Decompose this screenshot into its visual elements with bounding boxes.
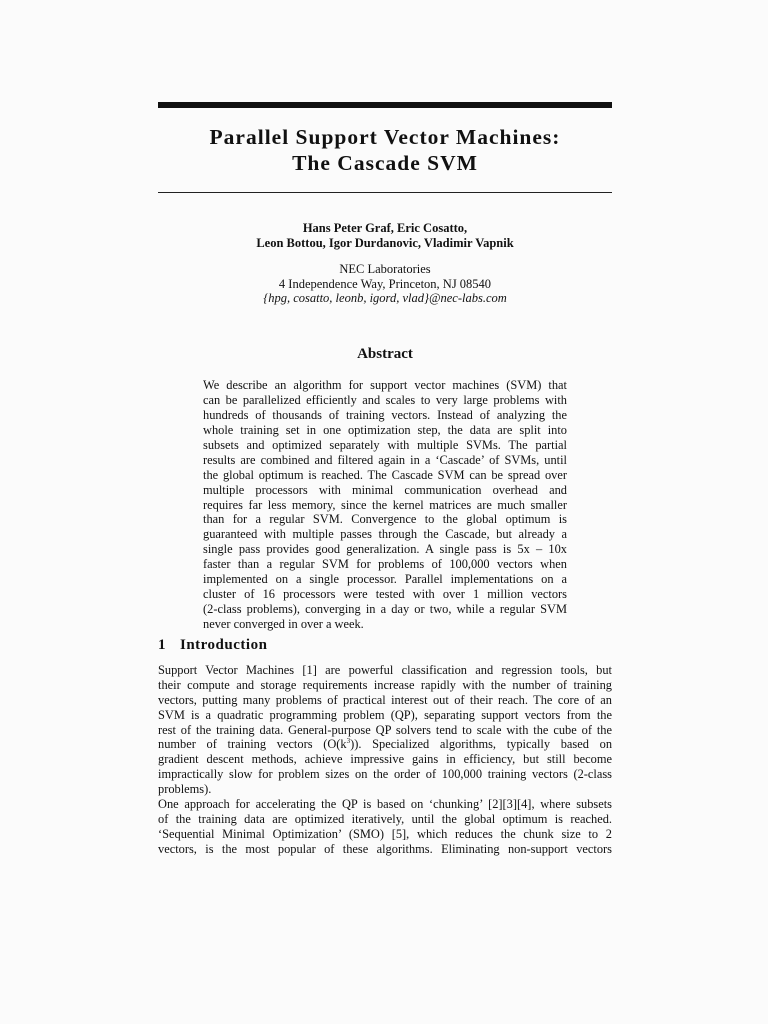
- title-bottom-rule: [158, 192, 612, 193]
- paragraph-line: their compute and storage requirements increase rapidly with the number of training: [158, 677, 612, 692]
- title-top-rule: [158, 102, 612, 108]
- line-part: number of training vectors (O(k: [158, 737, 347, 752]
- abstract-heading: Abstract: [357, 346, 413, 362]
- abstract-line: subsets and optimized separately with multiple SVMs. The partial: [203, 437, 567, 452]
- abstract-line: whole training set in one optimization step, the data are split into: [203, 422, 567, 437]
- abstract-line: faster than a regular SVM for problems of 100,000 vectors when: [203, 557, 567, 572]
- abstract-line: (2-class problems), converging in a day or two, while a regular SVM: [203, 602, 567, 617]
- paragraph-line: vectors, is the most popular of these algorithms. Eliminating non-support vectors: [158, 841, 612, 856]
- abstract-line: never converged in over a week.: [203, 617, 364, 631]
- authors-line-1: Hans Peter Graf, Eric Cosatto,: [302, 221, 468, 235]
- paragraph-line: problems).: [158, 782, 212, 797]
- abstract-line: cluster of 16 processors were tested with over 1 million vectors: [203, 587, 567, 602]
- affiliation-address: 4 Independence Way, Princeton, NJ 08540: [278, 276, 492, 291]
- paragraph-line: of the training data are optimized iteratively, until the global optimum is reached.: [158, 811, 612, 826]
- superscript-exponent: 3: [346, 737, 351, 746]
- abstract-line: guaranteed with multiple passes through the Cascade, but already a: [203, 527, 567, 542]
- author-list: [158, 221, 612, 251]
- affiliation-block: [158, 262, 612, 306]
- abstract-line: requires far less memory, since the kernel matrices are much smaller: [203, 497, 567, 512]
- paper-title: [158, 124, 612, 176]
- line-part: )). Specialized algorithms, typically based on: [350, 737, 613, 752]
- section-heading-introduction: [158, 637, 267, 654]
- paragraph-line: ‘Sequential Minimal Optimization’ (SMO) [5], which reduces the chunk size to 2: [158, 826, 612, 841]
- intro-paragraph-1: [158, 663, 612, 797]
- abstract-line: multiple processors with minimal communication overhead and: [203, 482, 567, 497]
- paragraph-line-with-superscript: [158, 737, 612, 752]
- abstract-line: hundreds of thousands of training vectors. Instead of analyzing the: [203, 407, 567, 422]
- title-line-2: The Cascade SVM: [292, 151, 478, 175]
- paragraph-line: impractically slow for problem sizes on the order of 100,000 training vectors (2-class: [158, 767, 612, 782]
- abstract-line: results are combined and filtered again in a ‘Cascade’ of SVMs, until: [203, 452, 567, 467]
- paragraph-line: SVM is a quadratic programming problem (QP), separating support vectors from the: [158, 707, 612, 722]
- abstract-line: can be parallelized efficiently and scales to very large problems with: [203, 392, 567, 407]
- abstract-line: single pass provides good generalization. A single pass is 5x – 10x: [203, 542, 567, 557]
- intro-paragraph-2: [158, 797, 612, 857]
- abstract-line: implemented on a single processor. Parallel implementations on a: [203, 572, 567, 587]
- section-title: Introduction: [180, 637, 268, 653]
- paragraph-line: vectors, putting many problems of practical interest out of their reach. The core of an: [158, 692, 612, 707]
- paragraph-line: One approach for accelerating the QP is based on ‘chunking’ [2][3][4], where subsets: [158, 797, 612, 811]
- paragraph-line: rest of the training data. General-purpose QP solvers tend to scale with the cube of the: [158, 722, 612, 737]
- abstract-line: We describe an algorithm for support vector machines (SVM) that: [203, 378, 567, 392]
- paragraph-line: Support Vector Machines [1] are powerful classification and regression tools, but: [158, 663, 612, 677]
- section-number: 1: [158, 637, 166, 653]
- abstract-line: than for a regular SVM. Convergence to the global optimum is: [203, 512, 567, 527]
- abstract-body: [203, 378, 567, 632]
- paragraph-line: gradient descent methods, achieve impressive gains in efficiency, but still become: [158, 752, 612, 767]
- authors-line-2: Leon Bottou, Igor Durdanovic, Vladimir Vapnik: [256, 236, 514, 250]
- abstract-line: the global optimum is reached. The Cascade SVM can be spread over: [203, 467, 567, 482]
- author-emails: {hpg, cosatto, leonb, igord, vlad}@nec-labs.com: [263, 291, 507, 305]
- affiliation-name: NEC Laboratories: [339, 262, 431, 276]
- title-line-1: Parallel Support Vector Machines:: [209, 125, 561, 149]
